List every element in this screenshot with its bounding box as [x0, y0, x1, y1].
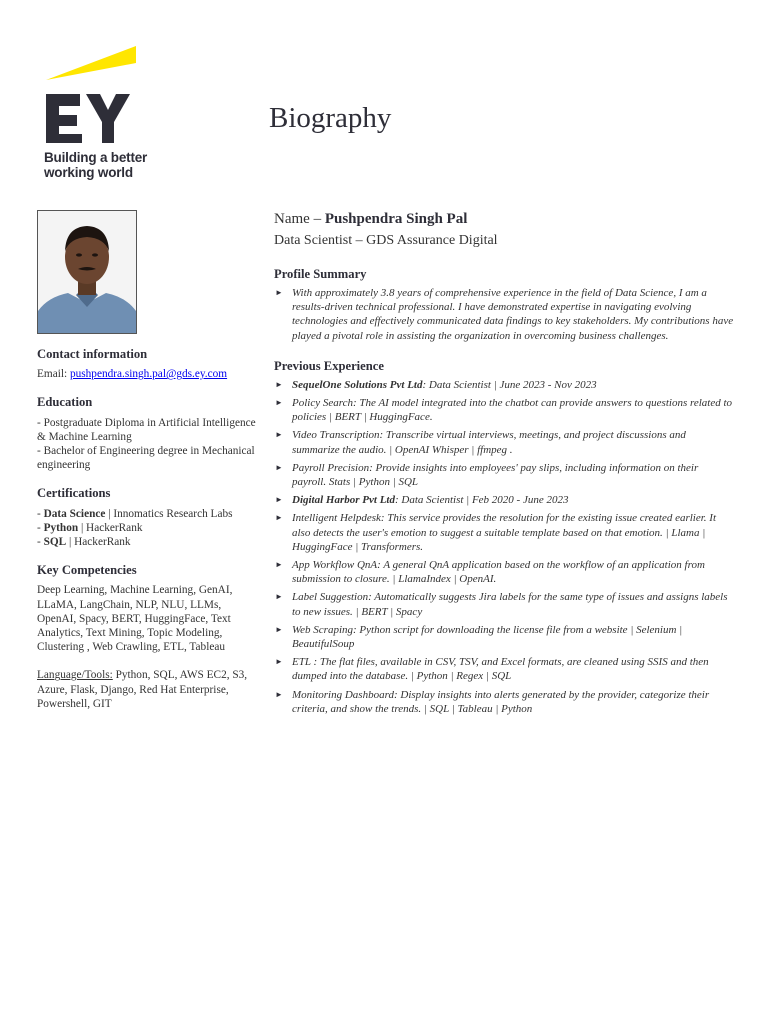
experience-item — [274, 623, 734, 651]
certification-item — [37, 507, 259, 521]
certification-item — [37, 521, 259, 535]
tagline-line: working world — [44, 165, 133, 180]
experience-text: : Data Scientist | Feb 2020 - June 2023 — [394, 494, 569, 507]
company-name: Digital Harbor Pvt Ltd — [292, 494, 395, 507]
email-link[interactable]: pushpendra.singh.pal@gds.ey.com — [69, 368, 228, 381]
list-item: ► With approximately 3.8 years of comprehensive experience in the field of Data Science, I am a results-driven technical professional. I have demonstrated expertise in navigating evolving technologies and effectively communicated data findings to key stakeholders. My contributions have played a pivotal role in assisting the organization in overcoming business challenges. — [274, 286, 734, 343]
tools-line — [37, 668, 259, 711]
certifications-section — [37, 486, 259, 549]
experience-item — [274, 655, 734, 683]
experience-item — [274, 590, 734, 618]
experience-text: Payroll Precision: Provide insights into employees' pay slips, including information on their payroll. Stats | Python | SQL — [292, 461, 699, 489]
experience-item — [274, 428, 734, 456]
tagline-line: Building a better — [44, 150, 148, 165]
education-heading: Education — [37, 395, 93, 410]
experience-text: ETL : The flat files, available in CSV, TSV, and Excel formats, are cleaned using SSIS and then dumped into the database. | Python | Regex | SQL — [292, 656, 709, 683]
tools-label: Language/Tools: — [37, 669, 113, 682]
experience-item — [274, 396, 734, 424]
competencies-section — [37, 563, 259, 711]
experience-text: Intelligent Helpdesk: This service provides the resolution for the existing issue created earlier. It also detects the user's emotion to suggest a suitable template based on that emotion. | Llama | HuggingFace | Transformers. — [292, 512, 717, 553]
name-label: Name – — [274, 211, 325, 227]
certification-name: SQL — [43, 536, 67, 549]
experience-text: Label Suggestion: Automatically suggests Jira labels for the same type of issues and assigns labels to new issues. | BERT | Spacy — [292, 591, 728, 618]
experience-item — [274, 558, 734, 586]
experience-item — [274, 688, 734, 716]
page-title: Biography — [269, 102, 392, 134]
certification-issuer: | HackerRank — [66, 536, 131, 549]
competencies-text: Deep Learning, Machine Learning, GenAI, LLaMA, LangChain, NLP, NLU, LLMs, OpenAI, Spacy, BERT, HuggingFace, Text Analytics, Text Mining, Topic Modeling, Clustering , Web Crawling, ETL, Tableau — [37, 584, 233, 654]
experience-text: : Data Scientist | June 2023 - Nov 2023 — [422, 378, 597, 391]
experience-list — [274, 378, 734, 716]
ey-logo — [44, 46, 164, 186]
profile-summary-list — [274, 286, 734, 343]
person-name: Pushpendra Singh Pal — [324, 211, 468, 227]
experience-item — [274, 378, 734, 392]
experience-text: Web Scraping: Python script for downloading the license file from a website | Selenium | BeautifulSoup — [292, 623, 683, 651]
list-prefix: - — [37, 521, 44, 534]
profile-summary-heading: Profile Summary — [274, 267, 367, 281]
right-column — [274, 210, 734, 720]
competencies-heading: Key Competencies — [37, 563, 137, 578]
certifications-heading: Certifications — [37, 486, 111, 501]
role-line: Data Scientist – GDS Assurance Digital — [274, 233, 498, 248]
list-prefix: - — [37, 536, 44, 549]
experience-text: Monitoring Dashboard: Display insights into alerts generated by the provider, categorize their criteria, and show the trends. | SQL | Tableau | Python — [292, 688, 710, 715]
list-prefix: - — [37, 507, 44, 520]
company-name: SequelOne Solutions Pvt Ltd — [292, 378, 423, 391]
certification-name: Data Science — [43, 507, 106, 520]
tools-text: Python, SQL, AWS EC2, S3, Azure, Flask, Django, Red Hat Enterprise, Powershell, GIT — [37, 669, 248, 710]
email-line — [37, 367, 259, 381]
certification-name: Python — [43, 521, 79, 534]
education-section — [37, 395, 259, 472]
contact-section — [37, 347, 259, 381]
certification-issuer: | Innomatics Research Labs — [105, 507, 233, 520]
name-line — [274, 210, 734, 228]
logo-tagline — [44, 150, 174, 180]
ey-logo-mark — [44, 46, 164, 146]
experience-text: App Workflow QnA: A general QnA application based on the workflow of an application from submission to closure. | LlamaIndex | OpenAI. — [292, 559, 705, 586]
contact-heading: Contact information — [37, 347, 148, 361]
experience-text: Policy Search: The AI model integrated into the chatbot can provide answers to questions related to policies | BERT | HuggingFace. — [292, 397, 733, 424]
profile-photo — [37, 210, 137, 334]
experience-item — [274, 511, 734, 554]
certification-item — [37, 535, 259, 549]
experience-item — [274, 493, 734, 507]
email-label: Email: — [37, 368, 70, 381]
certification-issuer: | HackerRank — [78, 521, 143, 534]
left-column — [37, 347, 259, 725]
experience-heading: Previous Experience — [274, 358, 384, 373]
experience-text: Video Transcription: Transcribe virtual interviews, meetings, and project discussions and summarize the audio. | OpenAI Whisper | ffmpeg . — [292, 429, 686, 456]
education-item: - Postgraduate Diploma in Artificial Intelligence & Machine Learning — [37, 416, 256, 443]
experience-item — [274, 461, 734, 489]
portrait-image — [38, 211, 136, 333]
education-item: - Bachelor of Engineering degree in Mechanical engineering — [37, 445, 255, 472]
